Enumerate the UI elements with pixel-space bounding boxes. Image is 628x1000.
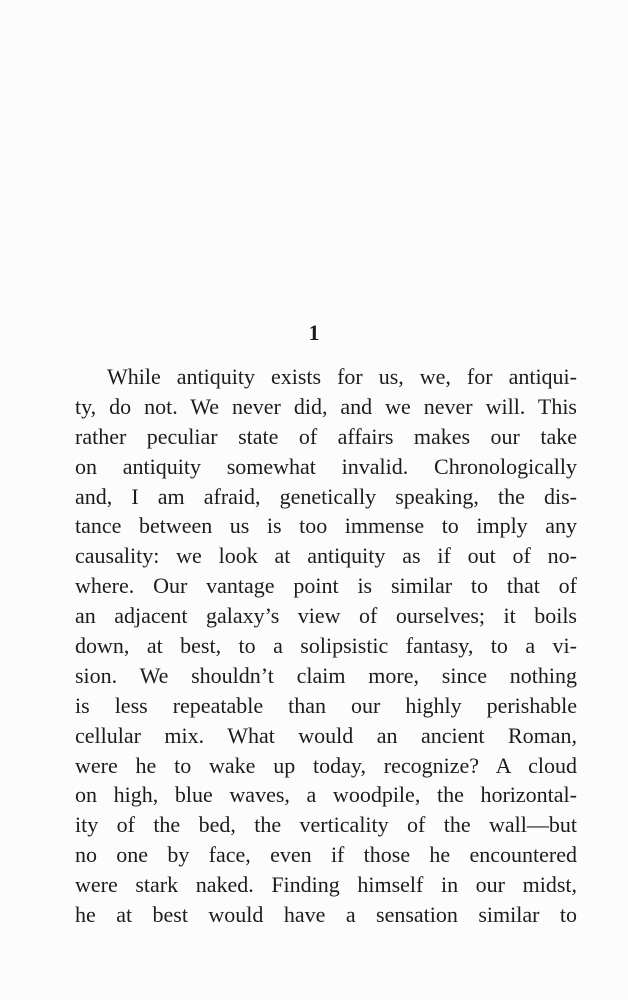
- chapter-number: 1: [308, 320, 320, 345]
- text-line: an adjacent galaxy’s view of ourselves; it boils: [75, 603, 577, 629]
- text-line: ity of the bed, the verticality of the wall—but: [75, 812, 577, 838]
- text-line: causality: we look at antiquity as if out of no-: [75, 543, 577, 569]
- text-line: cellular mix. What would an ancient Roman,: [75, 722, 577, 748]
- text-line: down, at best, to a solipsistic fantasy, to a vi-: [75, 633, 577, 659]
- text-line: While antiquity exists for us, we, for antiqui-: [107, 364, 577, 389]
- text-line: ty, do not. We never did, and we never will. This: [75, 393, 577, 419]
- text-line: rather peculiar state of affairs makes our take: [75, 423, 577, 449]
- text-line: no one by face, even if those he encountered: [75, 842, 577, 868]
- text-line: were he to wake up today, recognize? A cloud: [75, 752, 577, 778]
- text-line: where. Our vantage point is similar to that of: [75, 573, 577, 599]
- text-line: on high, blue waves, a woodpile, the horizontal-: [75, 782, 577, 808]
- text-line: is less repeatable than our highly perishable: [75, 692, 577, 718]
- text-line: he at best would have a sensation similar to: [75, 902, 577, 928]
- text-line: on antiquity somewhat invalid. Chronologically: [75, 453, 577, 479]
- text-line: sion. We shouldn’t claim more, since nothing: [75, 662, 577, 688]
- text-line: were stark naked. Finding himself in our midst,: [75, 872, 577, 898]
- text-line: tance between us is too immense to imply any: [75, 513, 577, 539]
- body-text: [75, 362, 577, 930]
- text-line: and, I am afraid, genetically speaking, the dis-: [75, 483, 577, 509]
